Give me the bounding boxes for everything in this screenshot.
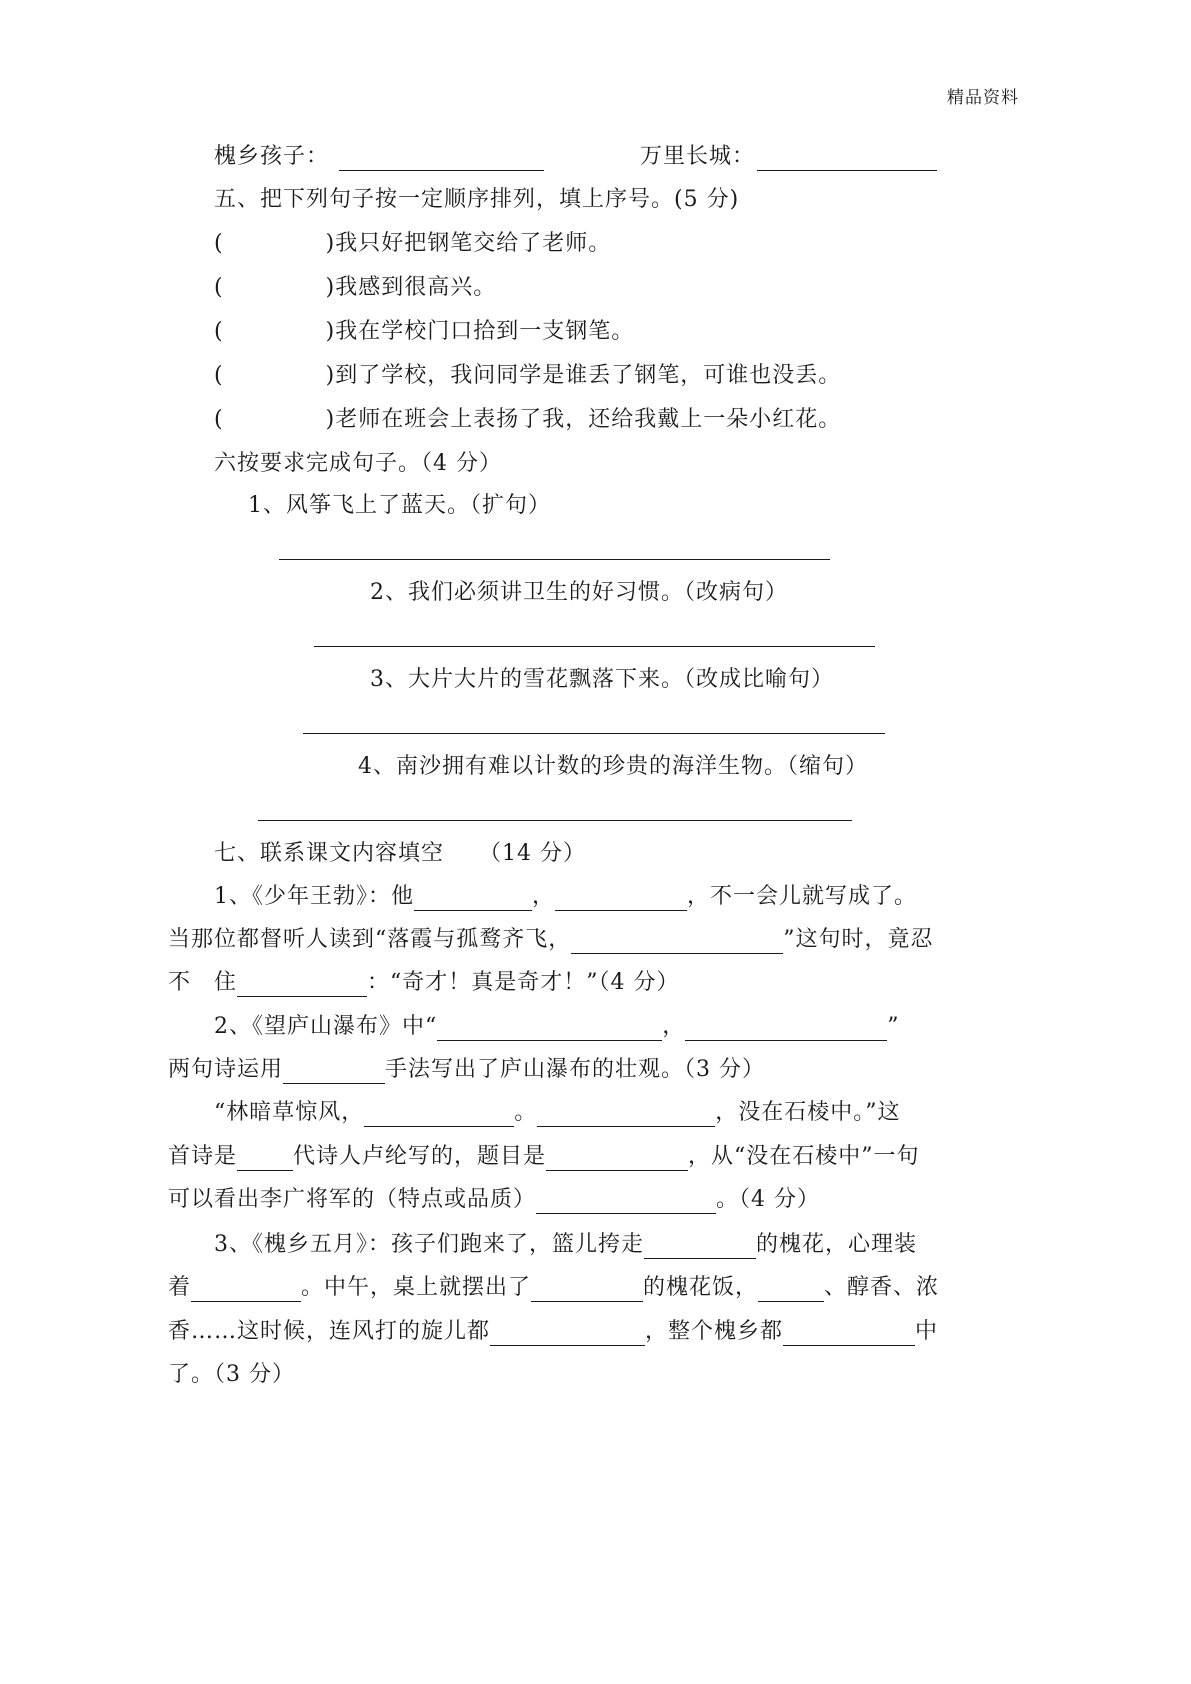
text: ，从“没在石棱中”一句 <box>688 1144 920 1169</box>
s5-item-row <box>214 406 841 434</box>
text: 的槐花饭， <box>643 1275 759 1300</box>
fill-blank[interactable] <box>546 1148 688 1171</box>
s5-item-text: 到了学校，我问同学是谁丢了钢笔，可谁也没丢。 <box>335 363 842 388</box>
text: 2、《望庐山瀑布》中“ <box>214 1014 438 1039</box>
fill-blank[interactable] <box>437 1018 662 1041</box>
fill-blank[interactable] <box>490 1323 645 1346</box>
s5-item-text: 老师在班会上表扬了我，还给我戴上一朵小红花。 <box>335 407 842 432</box>
fill-blank[interactable] <box>191 1279 301 1302</box>
s6-q2: 2、我们必须讲卫生的好习惯。（改病句） <box>370 580 788 605</box>
left-paren: ( <box>214 319 224 344</box>
right-paren: ) <box>325 363 336 388</box>
s7-q2-line1 <box>214 1013 900 1041</box>
s6-q4: 4、南沙拥有难以计数的珍贵的海洋生物。（缩句） <box>358 754 868 779</box>
s5-item-text: 我感到很高兴。 <box>335 275 497 300</box>
fill-blank[interactable] <box>283 1061 385 1084</box>
text: 。 <box>514 1100 538 1125</box>
right-paren: ) <box>325 407 336 432</box>
fill-blank[interactable] <box>237 974 367 997</box>
text: ”这句时，竟忍 <box>783 927 934 952</box>
text: 、醇香、浓 <box>824 1275 940 1300</box>
s5-item-row <box>214 318 634 346</box>
text: ， <box>662 1014 686 1039</box>
s6-title: 六按要求完成句子。（4 分） <box>214 451 502 476</box>
s5-item-row <box>214 230 611 258</box>
text: 3、《槐乡五月》：孩子们跑来了，篮儿挎走 <box>214 1232 644 1257</box>
text: 。中午，桌上就摆出了 <box>301 1275 532 1300</box>
s6-q1: 1、风筝飞上了蓝天。（扩句） <box>248 493 551 518</box>
right-paren: ) <box>325 319 336 344</box>
fill-blank[interactable] <box>783 1323 915 1346</box>
text: 的槐花，心理装 <box>756 1232 918 1257</box>
s4-item2: 万里长城： <box>640 144 756 169</box>
s7-q3-line3 <box>168 1318 938 1346</box>
left-paren: ( <box>214 363 224 388</box>
answer-line[interactable] <box>258 820 852 821</box>
s5-item-text: 我只好把钢笔交给了老师。 <box>335 231 612 256</box>
s7-q1-line1 <box>214 883 917 911</box>
text: 。（4 分） <box>716 1187 821 1212</box>
fill-blank[interactable] <box>644 1236 756 1259</box>
text: 手法写出了庐山瀑布的壮观。（3 分） <box>385 1057 766 1082</box>
s7-q2-line5 <box>168 1186 820 1214</box>
fill-blank[interactable] <box>555 888 687 911</box>
left-paren: ( <box>214 275 224 300</box>
right-paren: ) <box>325 275 336 300</box>
header-label: 精品资料 <box>947 88 1019 108</box>
text: 代诗人卢纶写的，题目是 <box>293 1144 547 1169</box>
text: “林暗草惊风， <box>214 1100 365 1125</box>
s5-title: 五、把下列句子按一定顺序排列，填上序号。(5 分) <box>214 187 740 212</box>
s4-blank1[interactable] <box>339 148 544 171</box>
answer-line[interactable] <box>303 733 885 734</box>
answer-line[interactable] <box>314 646 875 647</box>
s4-item1: 槐乡孩子： <box>214 144 330 169</box>
s5-item-text: 我在学校门口拾到一支钢笔。 <box>335 319 635 344</box>
s7-q3-line4: 了。（3 分） <box>168 1362 295 1387</box>
s7-q1-line2 <box>168 926 934 954</box>
fill-blank[interactable] <box>758 1279 824 1302</box>
text: ，没在石棱中。”这 <box>715 1100 901 1125</box>
fill-blank[interactable] <box>531 1279 643 1302</box>
text: ：“奇才！真是奇才！”（4 分） <box>367 970 680 995</box>
s7-q1-line3 <box>168 969 680 997</box>
text: 香……这时候，连风打的旋儿都 <box>168 1319 491 1344</box>
s7-q2-line3 <box>214 1099 901 1127</box>
s4-row <box>214 143 544 171</box>
fill-blank[interactable] <box>536 1191 716 1214</box>
left-paren: ( <box>214 231 224 256</box>
fill-blank[interactable] <box>237 1148 293 1171</box>
s7-q3-line1 <box>214 1231 917 1259</box>
text: ， <box>532 884 556 909</box>
text: ，不一会儿就写成了。 <box>687 884 918 909</box>
s4-blank2[interactable] <box>757 148 937 171</box>
text: 着 <box>168 1275 192 1300</box>
fill-blank[interactable] <box>414 888 532 911</box>
s6-q3: 3、大片大片的雪花飘落下来。（改成比喻句） <box>370 667 834 692</box>
s5-item-row <box>214 274 496 302</box>
s7-q2-line2 <box>168 1056 765 1084</box>
fill-blank[interactable] <box>537 1104 715 1127</box>
text: ” <box>887 1014 900 1039</box>
fill-blank[interactable] <box>571 931 783 954</box>
answer-line[interactable] <box>279 559 830 560</box>
s7-q3-line2 <box>168 1274 939 1302</box>
text: 当那位都督听人读到“落霞与孤鹜齐飞， <box>168 927 572 952</box>
text: 两句诗运用 <box>168 1057 284 1082</box>
s7-q2-line4 <box>168 1143 920 1171</box>
s5-item-row <box>214 362 841 390</box>
text: 中 <box>915 1319 939 1344</box>
right-paren: ) <box>325 231 336 256</box>
text: 可以看出李广将军的（特点或品质） <box>168 1187 537 1212</box>
text: 首诗是 <box>168 1144 238 1169</box>
fill-blank[interactable] <box>364 1104 514 1127</box>
fill-blank[interactable] <box>685 1018 887 1041</box>
text: 不 住 <box>168 970 238 995</box>
s4-row-2 <box>640 143 937 171</box>
text: ，整个槐乡都 <box>645 1319 784 1344</box>
text: 1、《少年王勃》：他 <box>214 884 414 909</box>
s7-title: 七、联系课文内容填空 （14 分） <box>214 841 586 866</box>
left-paren: ( <box>214 407 224 432</box>
